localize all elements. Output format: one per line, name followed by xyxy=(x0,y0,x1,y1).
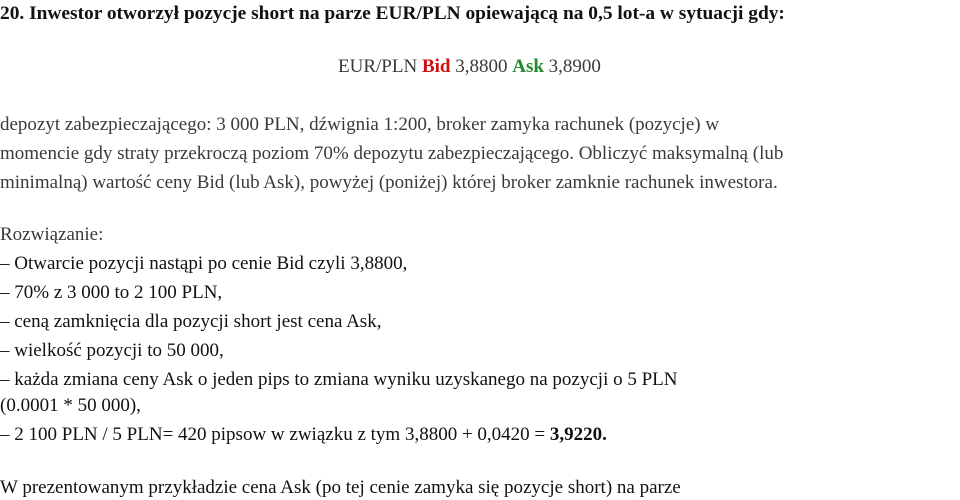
problem-line-3: minimalną) wartość ceny Bid (lub Ask), powyżej (poniżej) której broker zamknie rachunek inwestora. xyxy=(0,172,778,193)
solution-item: (0.0001 * 50 000), xyxy=(0,395,141,416)
bid-value: 3,8800 xyxy=(455,56,508,77)
solution-final-line xyxy=(0,423,607,447)
quote-pair: EUR/PLN xyxy=(338,56,418,77)
solution-item: – Otwarcie pozycji nastąpi po cenie Bid czyli 3,8800, xyxy=(0,253,408,274)
bid-label: Bid xyxy=(421,56,451,77)
quote-line xyxy=(338,55,601,79)
problem-line-1: depozyt zabezpieczającego: 3 000 PLN, dźwignia 1:200, broker zamyka rachunek (pozycje) w xyxy=(0,114,720,135)
solution-final-text: – 2 100 PLN / 5 PLN= 420 pipsow w związku z tym 3,8800 + 0,0420 = xyxy=(0,424,550,445)
ask-value: 3,8900 xyxy=(548,56,601,77)
solution-heading: Rozwiązanie: xyxy=(0,224,104,245)
problem-line-2: momencie gdy straty przekroczą poziom 70% depozytu zabezpieczającego. Obliczyć maksymalną (lub xyxy=(0,143,784,164)
solution-item: – każda zmiana ceny Ask o jeden pips to zmiana wyniku uzyskanego na pozycji o 5 PLN xyxy=(0,369,678,390)
solution-item: – ceną zamknięcia dla pozycji short jest cena Ask, xyxy=(0,311,382,332)
ask-label: Ask xyxy=(512,56,544,77)
solution-item: – wielkość pozycji to 50 000, xyxy=(0,340,224,361)
exercise-title: 20. Inwestor otworzył pozycje short na parze EUR/PLN opiewającą na 0,5 lot-a w sytuacji gdy: xyxy=(0,3,785,24)
footer-text: W prezentowanym przykładzie cena Ask (po tej cenie zamyka się pozycje short) na parze xyxy=(0,477,681,498)
solution-item: – 70% z 3 000 to 2 100 PLN, xyxy=(0,282,223,303)
solution-final-result: 3,9220. xyxy=(549,424,607,445)
